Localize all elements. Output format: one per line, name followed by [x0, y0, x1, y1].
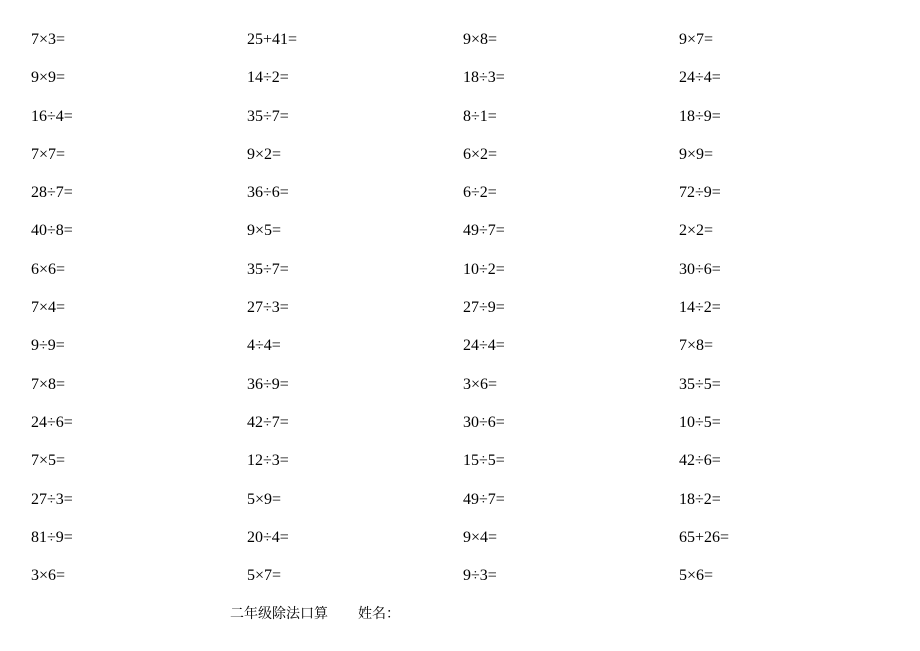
- problem-item: 81÷9=: [31, 528, 73, 546]
- problem-item: 9×8=: [463, 31, 498, 48]
- problem-item: 27÷9=: [463, 299, 505, 317]
- problem-item: 18÷2=: [679, 490, 721, 508]
- problem-item: 7×3=: [31, 31, 66, 48]
- problem-item: 27÷3=: [31, 490, 73, 508]
- problem-item: 14÷2=: [247, 69, 289, 87]
- problem-item: 30÷6=: [463, 413, 505, 431]
- problem-item: 16÷4=: [31, 107, 73, 125]
- problem-item: 9×9=: [679, 145, 714, 163]
- problem-item: 15÷5=: [463, 452, 505, 470]
- problem-item: 8÷1=: [463, 107, 497, 125]
- problem-item: 36÷9=: [247, 375, 289, 393]
- problem-item: 20÷4=: [247, 528, 289, 546]
- problem-item: 6×2=: [463, 145, 498, 163]
- name-label: 姓名：: [358, 606, 400, 622]
- problem-item: 24÷4=: [679, 69, 721, 87]
- problem-item: 12÷3=: [247, 452, 289, 470]
- problem-item: 49÷7=: [463, 490, 505, 508]
- problem-item: 9×9=: [31, 69, 66, 87]
- worksheet-title: 二年级除法口算: [230, 606, 328, 622]
- problem-item: 35÷7=: [247, 260, 289, 278]
- problem-item: 35÷5=: [679, 375, 721, 393]
- problem-item: 6×6=: [31, 260, 66, 278]
- problem-item: 65+26=: [679, 528, 730, 546]
- problem-item: 3×6=: [463, 375, 498, 393]
- worksheet-footer: [230, 604, 400, 624]
- problem-item: 42÷7=: [247, 413, 289, 431]
- problem-item: 5×9=: [247, 490, 282, 508]
- problem-grid: [31, 29, 895, 603]
- problem-item: 9×7=: [679, 31, 714, 48]
- problem-item: 49÷7=: [463, 222, 505, 240]
- problem-item: 27÷3=: [247, 299, 289, 317]
- problem-item: 25+41=: [247, 31, 298, 48]
- problem-item: 5×7=: [247, 567, 282, 585]
- problem-item: 3×6=: [31, 567, 66, 585]
- problem-item: 24÷6=: [31, 413, 73, 431]
- problem-item: 18÷3=: [463, 69, 505, 87]
- problem-item: 30÷6=: [679, 260, 721, 278]
- problem-item: 24÷4=: [463, 337, 505, 355]
- problem-item: 6÷2=: [463, 184, 497, 202]
- problem-item: 9×2=: [247, 145, 282, 163]
- problem-item: 35÷7=: [247, 107, 289, 125]
- problem-item: 7×4=: [31, 299, 66, 317]
- problem-item: 18÷9=: [679, 107, 721, 125]
- problem-item: 72÷9=: [679, 184, 721, 202]
- problem-item: 9÷9=: [31, 337, 65, 355]
- problem-item: 9÷3=: [463, 567, 497, 585]
- problem-item: 28÷7=: [31, 184, 73, 202]
- problem-item: 40÷8=: [31, 222, 73, 240]
- problem-item: 7×8=: [31, 375, 66, 393]
- problem-item: 7×7=: [31, 145, 66, 163]
- problem-item: 7×5=: [31, 452, 66, 470]
- problem-item: 5×6=: [679, 567, 714, 585]
- problem-item: 10÷5=: [679, 413, 721, 431]
- problem-item: 42÷6=: [679, 452, 721, 470]
- problem-item: 9×4=: [463, 528, 498, 546]
- problem-item: 36÷6=: [247, 184, 289, 202]
- problem-item: 2×2=: [679, 222, 714, 240]
- problem-item: 7×8=: [679, 337, 714, 355]
- problem-item: 4÷4=: [247, 337, 281, 355]
- problem-item: 10÷2=: [463, 260, 505, 278]
- problem-item: 14÷2=: [679, 299, 721, 317]
- problem-item: 9×5=: [247, 222, 282, 240]
